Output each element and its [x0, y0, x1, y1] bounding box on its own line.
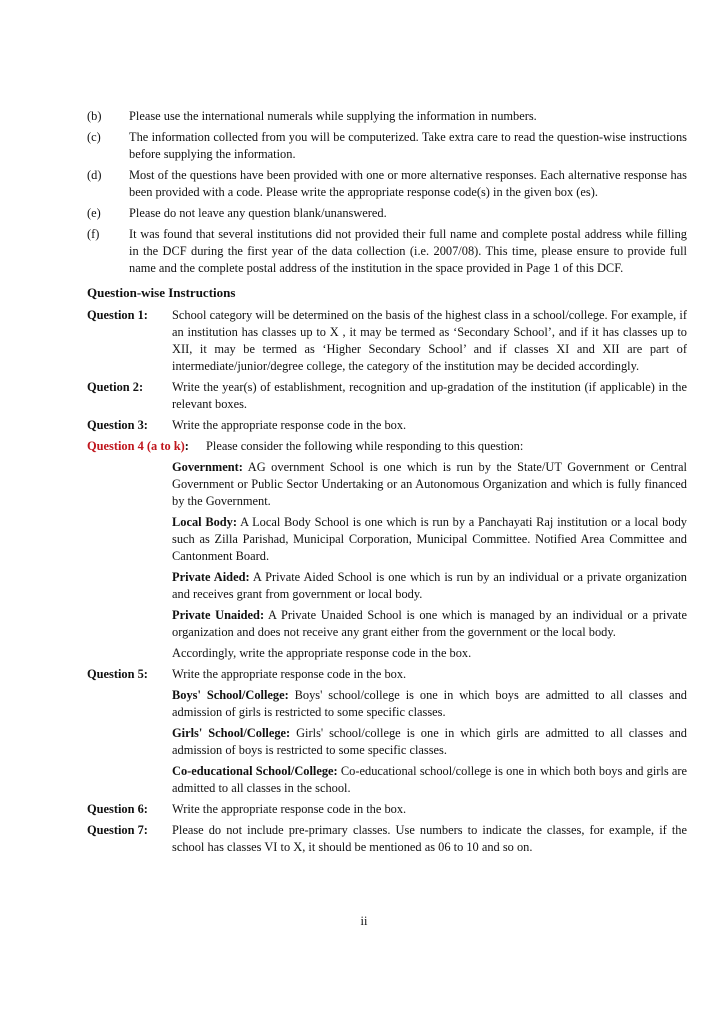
question-4-closing: Accordingly, write the appropriate response code in the box.	[172, 646, 472, 660]
question-label: Question 6:	[87, 802, 148, 816]
definition-text: Co-educational school/college is one in which both boys and girls are admitted to all classes in the school.	[172, 764, 688, 795]
definition-term: Girls' School/College:	[172, 726, 291, 740]
question-5	[87, 666, 687, 683]
instruction-item-e	[87, 205, 687, 222]
instruction-item-d	[87, 167, 687, 201]
item-text: The information collected from you will be computerized. Take extra care to read the question-wise instructions before supplying the information.	[129, 130, 687, 161]
item-text: Please do not leave any question blank/unanswered.	[129, 206, 387, 220]
question-1	[87, 307, 687, 375]
definition-boys-school	[172, 687, 687, 721]
question-text: Write the year(s) of establishment, recognition and up-gradation of the institution (if applicable) in the relevant boxes.	[172, 380, 687, 411]
question-label: Question 5:	[87, 667, 148, 681]
item-label: (e)	[87, 206, 101, 220]
definition-term: Private Aided:	[172, 570, 250, 584]
definition-text: A Private Aided School is one which is run by an individual or a private organization and receives grant from government or local body.	[172, 570, 687, 601]
item-label: (d)	[87, 168, 102, 182]
instruction-item-c	[87, 129, 687, 163]
definition-coeducational-school	[172, 763, 687, 797]
question-text: Write the appropriate response code in the box.	[172, 802, 407, 816]
instruction-item-b	[87, 108, 687, 125]
definition-term: Local Body:	[172, 515, 238, 529]
question-label-highlighted: Question 4 (a to k)	[87, 439, 185, 453]
definition-text: A Private Unaided School is one which is managed by an individual or a private organization and does not receive any grant either from the government or the local body.	[172, 608, 687, 639]
instruction-item-f	[87, 226, 687, 277]
document-page	[87, 108, 687, 860]
question-3	[87, 417, 687, 434]
question-text: Please consider the following while responding to this question:	[206, 439, 524, 453]
definition-private-aided	[172, 569, 687, 603]
page-number: ii	[360, 914, 368, 928]
question-6	[87, 801, 687, 818]
question-label: Quetion 2:	[87, 380, 144, 394]
definition-private-unaided	[172, 607, 687, 641]
definition-girls-school	[172, 725, 687, 759]
question-label: Question 7:	[87, 823, 148, 837]
item-text: It was found that several institutions did not provided their full name and complete postal address while filling in the DCF during the first year of the data collection (i.e. 2007/08). This time, please ensure to provide full name and the complete postal address of the institution in the space provided in Page 1 of this DCF.	[129, 227, 687, 275]
section-heading: Question-wise Instructions	[87, 285, 236, 300]
question-7	[87, 822, 687, 856]
question-label: Question 3:	[87, 418, 148, 432]
question-text: Please do not include pre-primary classes. Use numbers to indicate the classes, for example, if the school has classes VI to X, it should be mentioned as 06 to 10 and so on.	[172, 823, 687, 854]
question-4	[87, 438, 687, 455]
question-text: School category will be determined on the basis of the highest class in a school/college. For example, if an institution has classes up to X , it may be termed as ‘Secondary School’, and if it has classes up to XII, it may be termed as ‘Higher Secondary School’ and if classes XI and XII are part of intermediate/junior/degree college, the category of the institution may be decided accordingly.	[172, 308, 687, 373]
item-label: (f)	[87, 227, 100, 241]
definition-local-body	[172, 514, 687, 565]
definition-text: Girls' school/college is one in which girls are admitted to all classes and admission of boys is restricted to some specific classes.	[172, 726, 687, 757]
item-text: Please use the international numerals while supplying the information in numbers.	[129, 109, 537, 123]
definition-text: A Local Body School is one which is run by a Panchayati Raj institution or a local body such as Zilla Parishad, Municipal Corporation, Municipal Committee. Notified Area Committee and Cantonment Board.	[172, 515, 687, 563]
definition-term: Boys' School/College:	[172, 688, 289, 702]
item-label: (c)	[87, 130, 101, 144]
question-label: Question 1:	[87, 308, 148, 322]
definition-term: Private Unaided:	[172, 608, 265, 622]
definition-term: Co-educational School/College:	[172, 764, 338, 778]
item-label: (b)	[87, 109, 102, 123]
definition-term: Government:	[172, 460, 243, 474]
definition-text: AG overnment School is one which is run by the State/UT Government or Central Government or Public Sector Undertaking or an Autonomous Organization and which is fully financed by the Government.	[172, 460, 687, 508]
definition-government	[172, 459, 687, 510]
question-2	[87, 379, 687, 413]
question-text: Write the appropriate response code in the box.	[172, 418, 407, 432]
item-text: Most of the questions have been provided with one or more alternative responses. Each alternative response has been provided with a code. Please write the appropriate response code(s) in the given box (es).	[129, 168, 687, 199]
question-text: Write the appropriate response code in the box.	[172, 667, 407, 681]
definition-text: Boys' school/college is one in which boys are admitted to all classes and admission of girls is restricted to some specific classes.	[172, 688, 687, 719]
question-label-colon: :	[184, 439, 189, 453]
